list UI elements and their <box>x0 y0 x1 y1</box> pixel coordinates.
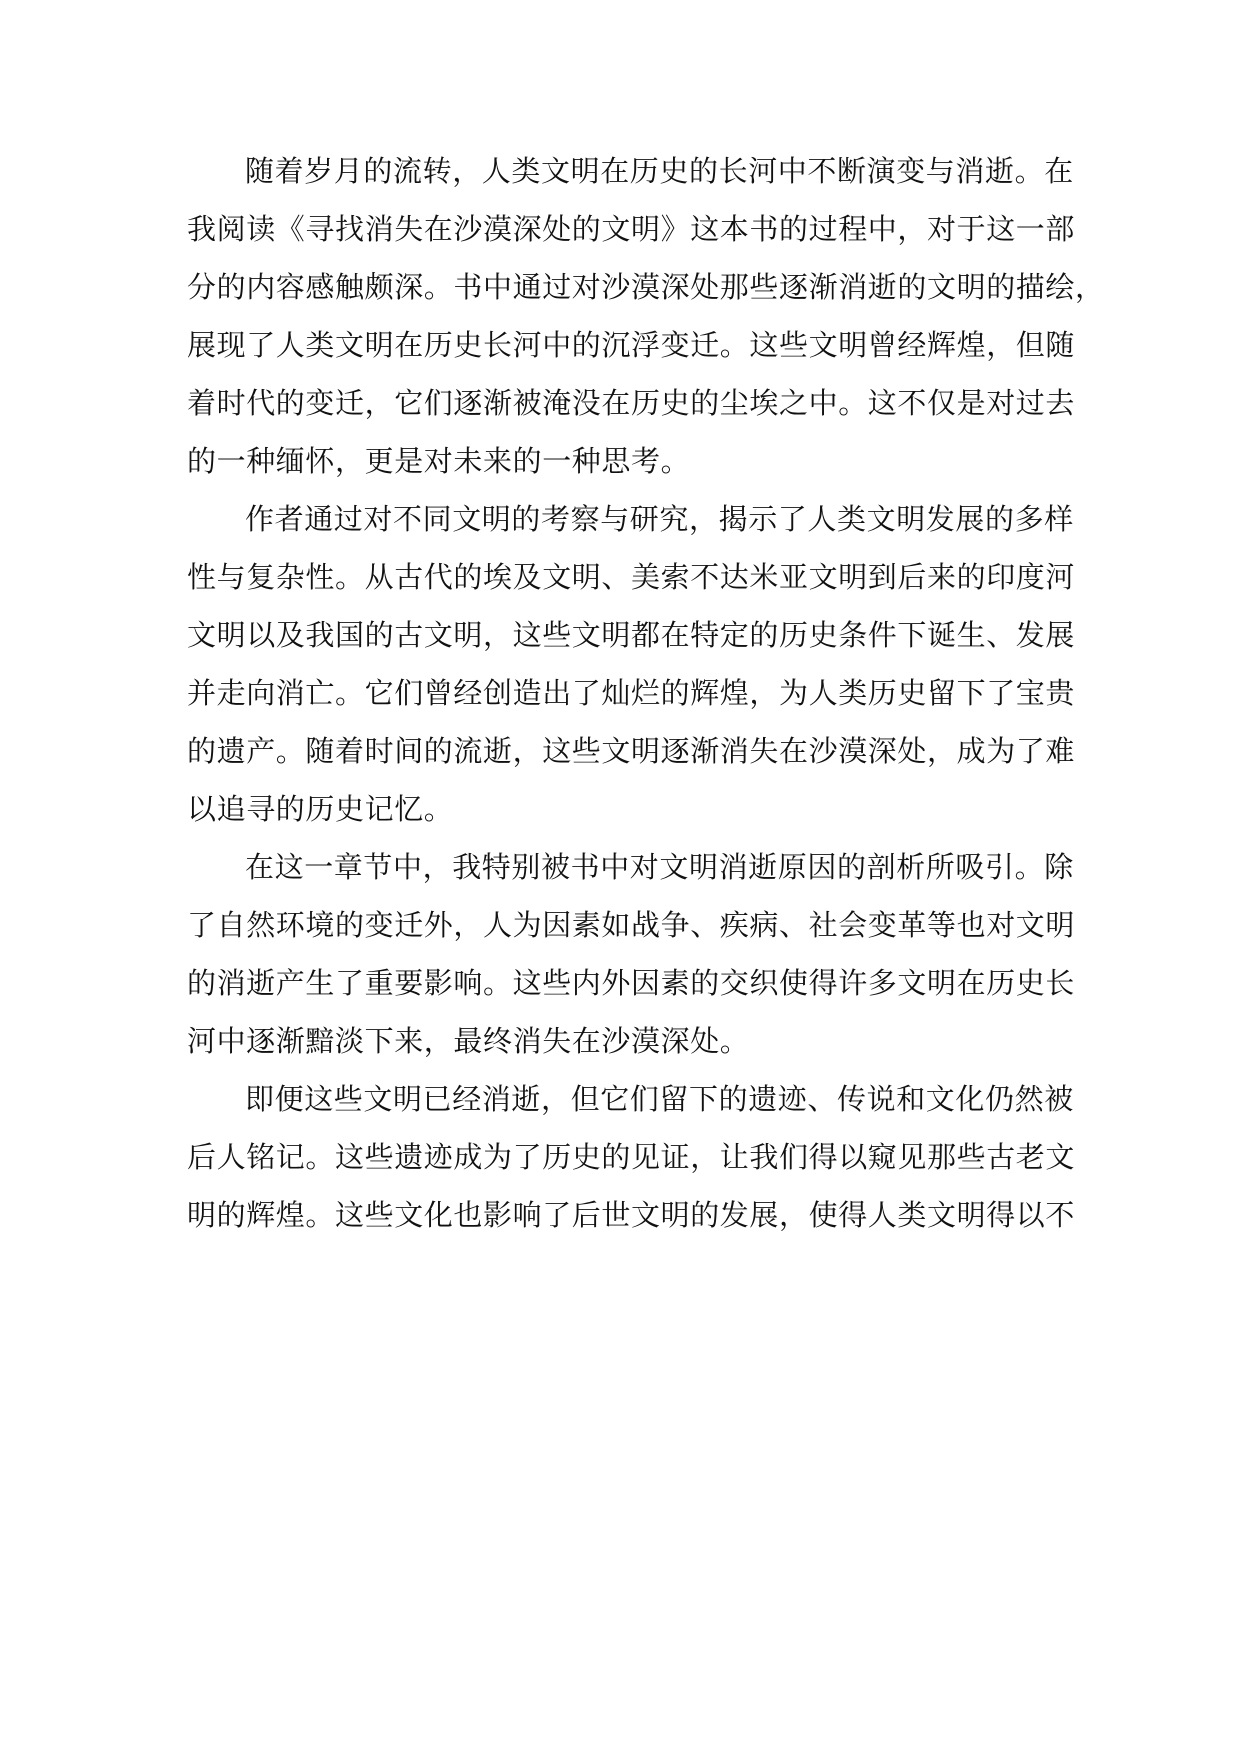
paragraph-3-line-1: 在这一章节中，我特别被书中对文明消逝原因的剖析所吸引。除 <box>245 850 1074 884</box>
paragraph-2-line-1: 作者通过对不同文明的考察与研究，揭示了人类文明发展的多样 <box>245 502 1074 536</box>
paragraph-2-line-3: 文明以及我国的古文明，这些文明都在特定的历史条件下诞生、发展 <box>187 618 1076 652</box>
paragraph-2-line-6: 以追寻的历史记忆。 <box>187 792 454 826</box>
paragraph-2-line-4: 并走向消亡。它们曾经创造出了灿烂的辉煌，为人类历史留下了宝贵 <box>187 676 1076 710</box>
document-body <box>187 142 1105 1244</box>
paragraph-2-line-2: 性与复杂性。从古代的埃及文明、美索不达米亚文明到后来的印度河 <box>187 560 1076 594</box>
paragraph-2-line-5: 的遗产。随着时间的流逝，这些文明逐渐消失在沙漠深处，成为了难 <box>187 734 1076 768</box>
paragraph-1-line-3: 分的内容感触颇深。书中通过对沙漠深处那些逐渐消逝的文明的描绘， <box>187 270 1105 304</box>
paragraph-4-line-3: 明的辉煌。这些文化也影响了后世文明的发展，使得人类文明得以不 <box>187 1198 1076 1232</box>
paragraph-1-line-5: 着时代的变迁，它们逐渐被淹没在历史的尘埃之中。这不仅是对过去 <box>187 386 1076 420</box>
paragraph-3-line-2: 了自然环境的变迁外，人为因素如战争、疾病、社会变革等也对文明 <box>187 908 1076 942</box>
paragraph-3-line-4: 河中逐渐黯淡下来，最终消失在沙漠深处。 <box>187 1024 750 1058</box>
paragraph-1-line-4: 展现了人类文明在历史长河中的沉浮变迁。这些文明曾经辉煌，但随 <box>187 328 1076 362</box>
paragraph-1-line-1: 随着岁月的流转，人类文明在历史的长河中不断演变与消逝。在 <box>245 154 1074 188</box>
paragraph-1-line-6: 的一种缅怀，更是对未来的一种思考。 <box>187 444 691 478</box>
paragraph-4-line-2: 后人铭记。这些遗迹成为了历史的见证，让我们得以窥见那些古老文 <box>187 1140 1076 1174</box>
paragraph-1-line-2: 我阅读《寻找消失在沙漠深处的文明》这本书的过程中，对于这一部 <box>187 212 1076 246</box>
paragraph-3-line-3: 的消逝产生了重要影响。这些内外因素的交织使得许多文明在历史长 <box>187 966 1076 1000</box>
paragraph-4-line-1: 即便这些文明已经消逝，但它们留下的遗迹、传说和文化仍然被 <box>245 1082 1074 1116</box>
